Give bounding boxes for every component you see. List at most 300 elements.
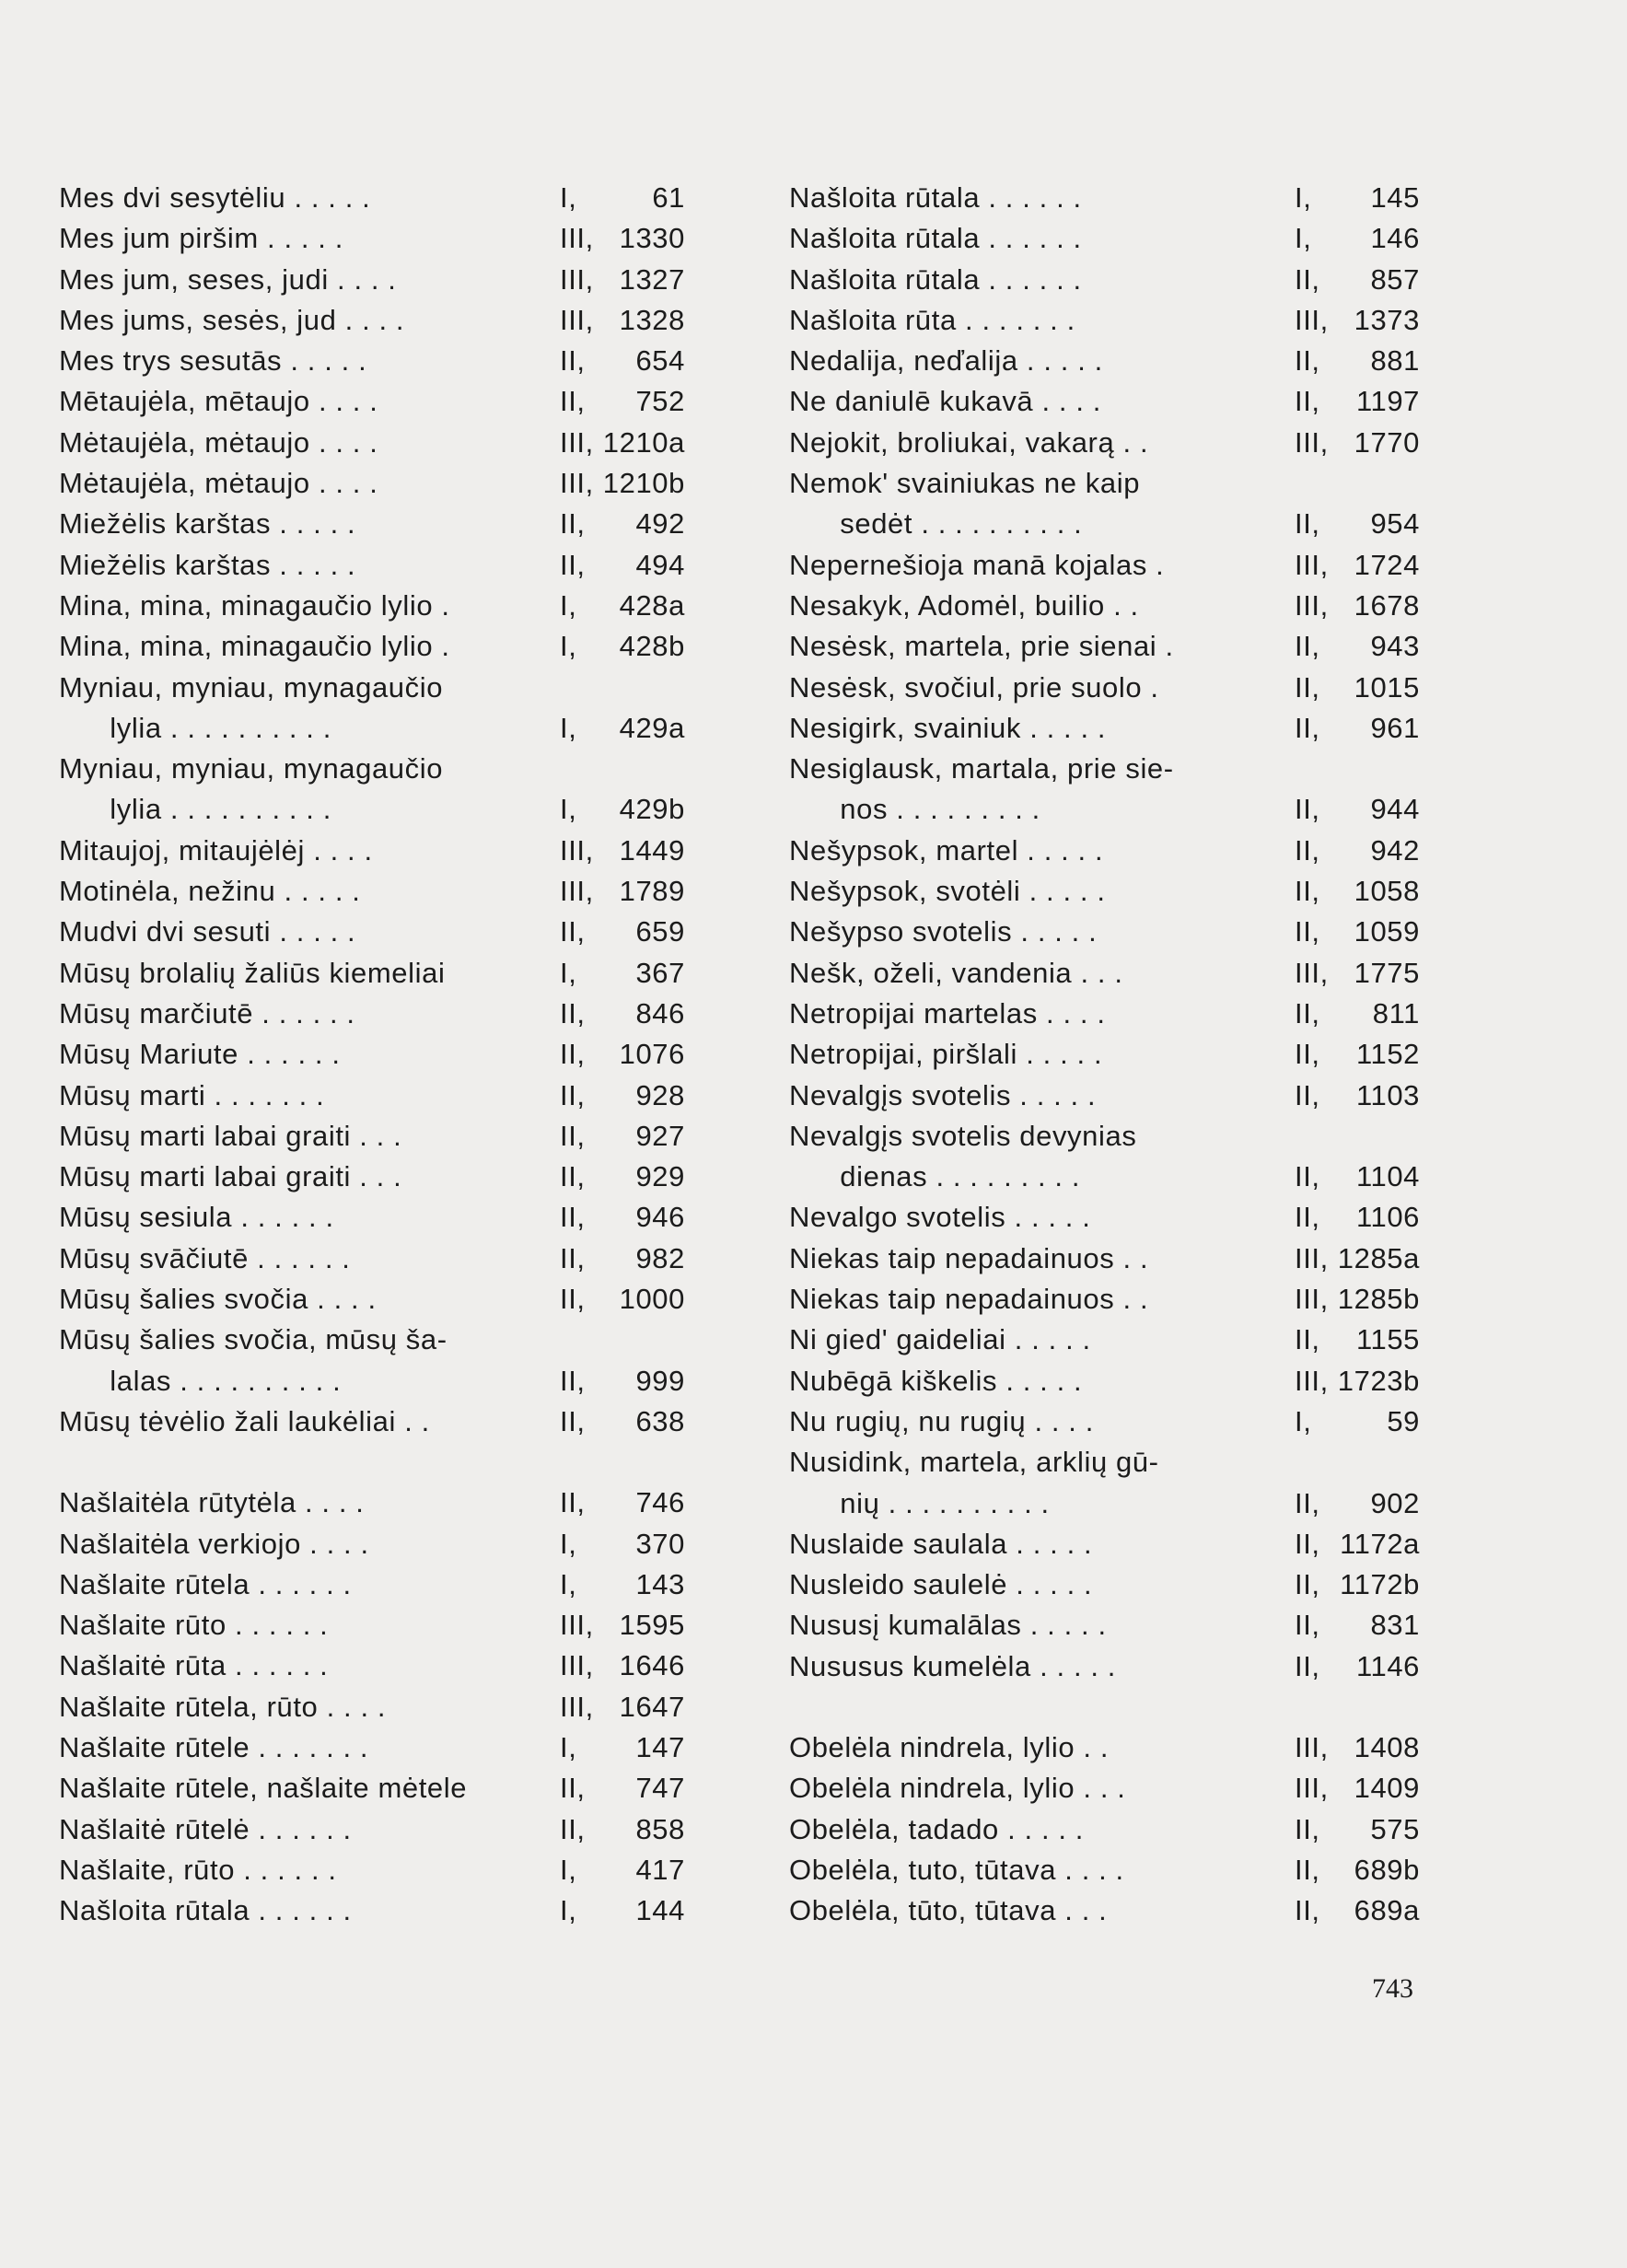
- entry-title: Mudvi dvi sesuti . . . . .: [59, 915, 356, 948]
- entry-number: 1647: [619, 1690, 685, 1723]
- entry-title: Mes jum, seses, judi . . . .: [59, 262, 397, 296]
- entry-title: Motinėla, nežinu . . . . .: [59, 875, 361, 908]
- entry-title: nių . . . . . . . . . .: [789, 1486, 1050, 1519]
- entry-number: 370: [635, 1527, 685, 1560]
- entry-volume: II,: [1295, 711, 1320, 744]
- entry-number: 831: [1370, 1609, 1420, 1642]
- entry-number: 1409: [1354, 1772, 1420, 1805]
- entry-number: 492: [635, 507, 685, 541]
- index-entry: [789, 957, 1420, 997]
- entry-number: 1106: [1355, 1201, 1420, 1234]
- entry-title: dienas . . . . . . . . .: [789, 1160, 1081, 1193]
- entry-volume: II,: [1295, 1812, 1320, 1845]
- entry-volume: II,: [560, 1119, 586, 1152]
- entry-number: 1210b: [602, 467, 685, 500]
- entry-number: 1723b: [1337, 1364, 1420, 1397]
- entry-number: 1000: [619, 1283, 685, 1316]
- index-entry: [59, 1486, 685, 1527]
- entry-title: Nešypsok, svotėli . . . . .: [789, 875, 1106, 908]
- entry-volume: II,: [1295, 915, 1320, 948]
- index-entry: [59, 1772, 685, 1812]
- entry-volume: II,: [1295, 996, 1320, 1029]
- entry-number: 929: [635, 1160, 685, 1193]
- entry-title: lalas . . . . . . . . . .: [59, 1364, 342, 1397]
- index-entry: [789, 915, 1420, 956]
- entry-title: Netropijai, piršlali . . . . .: [789, 1038, 1103, 1071]
- entry-title: lylia . . . . . . . . . .: [59, 793, 331, 826]
- index-entry: [59, 1894, 685, 1935]
- entry-number: 746: [635, 1486, 685, 1519]
- entry-title: Miežėlis karštas . . . . .: [59, 507, 356, 541]
- left-column: [59, 181, 685, 1935]
- entry-number: 428b: [619, 630, 685, 663]
- entry-title: Myniau, myniau, mynagaučio: [59, 670, 444, 704]
- entry-number: 638: [635, 1404, 685, 1437]
- entry-title: lylia . . . . . . . . . .: [59, 711, 331, 744]
- entry-number: 429a: [619, 711, 685, 744]
- entry-volume: II,: [560, 1772, 586, 1805]
- entry-number: 946: [635, 1201, 685, 1234]
- entry-volume: III,: [1295, 1241, 1329, 1274]
- entry-volume: II,: [560, 1812, 586, 1845]
- index-entry: [59, 222, 685, 262]
- index-entry: [789, 1650, 1420, 1691]
- entry-volume: III,: [1295, 1730, 1329, 1763]
- index-entry: [789, 1528, 1420, 1568]
- entry-volume: III,: [560, 425, 594, 459]
- entry-number: 1210a: [602, 425, 685, 459]
- index-entry: [789, 344, 1420, 385]
- entry-title: Našloita rūtala . . . . . .: [59, 1894, 352, 1927]
- entry-title: Našlaite, rūto . . . . . .: [59, 1853, 337, 1886]
- index-entry: [789, 630, 1420, 670]
- entry-title: Nemok' svainiukas ne kaip: [789, 467, 1141, 500]
- entry-number: 144: [635, 1894, 685, 1927]
- index-entry: [59, 1813, 685, 1854]
- index-entry: [59, 1365, 685, 1405]
- entry-title: Nevalgo svotelis . . . . .: [789, 1201, 1091, 1234]
- entry-volume: II,: [560, 344, 586, 378]
- entry-title: Nesiglausk, martala, prie sie-: [789, 752, 1174, 785]
- entry-title: Nešypso svotelis . . . . .: [789, 915, 1098, 948]
- entry-title: Niekas taip nepadainuos . .: [789, 1241, 1149, 1274]
- entry-number: 846: [635, 996, 685, 1029]
- entry-title: Mėtaujėla, mėtaujo . . . .: [59, 467, 378, 500]
- entry-number: 689b: [1354, 1853, 1420, 1886]
- index-entry: [789, 222, 1420, 262]
- entry-number: 417: [635, 1853, 685, 1886]
- entry-number: 1155: [1355, 1323, 1420, 1356]
- entry-volume: II,: [560, 507, 586, 541]
- entry-title: Mina, mina, minagaučio lylio .: [59, 588, 450, 622]
- entry-title: Nusleido saulelė . . . . .: [789, 1568, 1093, 1601]
- entry-volume: II,: [1295, 1486, 1320, 1519]
- entry-volume: II,: [1295, 1527, 1320, 1560]
- index-entry: [59, 589, 685, 630]
- entry-title: Mūsų svāčiutē . . . . . .: [59, 1241, 351, 1274]
- entry-number: 659: [635, 915, 685, 948]
- index-entry: [789, 589, 1420, 630]
- index-entry: [789, 1772, 1420, 1812]
- entry-title: Nepernešioja manā kojalas .: [789, 548, 1165, 581]
- entry-title: Nuslaide saulala . . . . .: [789, 1527, 1093, 1560]
- index-entry: [789, 1079, 1420, 1120]
- entry-title: Myniau, myniau, mynagaučio: [59, 752, 444, 785]
- index-entry: [59, 793, 685, 833]
- entry-title: Nesakyk, Adomėl, builio . .: [789, 588, 1139, 622]
- index-entry: [59, 957, 685, 997]
- entry-title: Mūsų marti labai graiti . . .: [59, 1119, 402, 1152]
- index-entry: [789, 181, 1420, 222]
- index-entry: [789, 671, 1420, 712]
- entry-volume: III,: [1295, 956, 1329, 989]
- entry-number: 1076: [619, 1038, 685, 1071]
- entry-number: 147: [635, 1730, 685, 1763]
- entry-volume: I,: [560, 711, 577, 744]
- index-entry: [59, 1649, 685, 1690]
- entry-volume: III,: [560, 833, 594, 866]
- entry-number: 146: [1370, 222, 1420, 255]
- entry-title: Ni gied' gaideliai . . . . .: [789, 1323, 1091, 1356]
- entry-number: 1646: [619, 1649, 685, 1682]
- entry-number: 1059: [1354, 915, 1420, 948]
- entry-number: 1285a: [1337, 1241, 1420, 1274]
- index-entry: [59, 834, 685, 875]
- index-entry: [789, 1120, 1420, 1160]
- entry-volume: I,: [560, 1730, 577, 1763]
- index-entry: [59, 549, 685, 589]
- entry-title: Mitaujoj, mitaujėlėj . . . .: [59, 833, 373, 866]
- entry-title: Našlaitė rūta . . . . . .: [59, 1649, 329, 1682]
- entry-title: sedėt . . . . . . . . . .: [789, 507, 1083, 541]
- entry-number: 1103: [1355, 1078, 1420, 1111]
- entry-number: 811: [1372, 996, 1420, 1029]
- index-entry: [59, 1405, 685, 1446]
- entry-title: Nevalgįs svotelis . . . . .: [789, 1078, 1097, 1111]
- entry-number: 858: [635, 1812, 685, 1845]
- index-entry: [59, 630, 685, 670]
- index-entry: [59, 1609, 685, 1649]
- entry-volume: III,: [1295, 303, 1329, 336]
- entry-number: 943: [1370, 630, 1420, 663]
- entry-title: Nubēgā kiškelis . . . . .: [789, 1364, 1083, 1397]
- entry-volume: II,: [560, 1160, 586, 1193]
- index-entry: [59, 263, 685, 304]
- entry-number: 1775: [1354, 956, 1420, 989]
- index-entry: [789, 1609, 1420, 1649]
- page-number: 743: [1372, 1973, 1413, 2004]
- entry-volume: II,: [560, 1241, 586, 1274]
- entry-volume: II,: [1295, 1160, 1320, 1193]
- entry-number: 1678: [1354, 588, 1420, 622]
- entry-volume: III,: [1295, 548, 1329, 581]
- entry-title: Obelėla, tadado . . . . .: [789, 1812, 1085, 1845]
- index-entry: [789, 1731, 1420, 1772]
- entry-volume: III,: [560, 467, 594, 500]
- entry-title: Obelėla, tūto, tūtava . . .: [789, 1894, 1108, 1927]
- index-entry: [789, 1854, 1420, 1894]
- entry-title: Nešypsok, martel . . . . .: [789, 833, 1104, 866]
- entry-number: 752: [635, 385, 685, 418]
- index-entry: [59, 385, 685, 425]
- entry-title: Mūsų šalies svočia, mūsų ša-: [59, 1323, 447, 1356]
- index-entry: [789, 875, 1420, 915]
- entry-title: Mes jum piršim . . . . .: [59, 222, 343, 255]
- entry-volume: II,: [560, 915, 586, 948]
- entry-volume: I,: [560, 630, 577, 663]
- entry-volume: I,: [560, 1894, 577, 1927]
- entry-title: Miežėlis karštas . . . . .: [59, 548, 356, 581]
- index-entry: [789, 385, 1420, 425]
- index-entry: [59, 1160, 685, 1201]
- entry-volume: II,: [1295, 262, 1320, 296]
- entry-volume: III,: [560, 1690, 594, 1723]
- entry-title: Nusidink, martela, arklių gū-: [789, 1446, 1159, 1479]
- entry-volume: I,: [560, 793, 577, 826]
- entry-number: 902: [1370, 1486, 1420, 1519]
- entry-title: Mėtaujėla, mėtaujo . . . .: [59, 425, 378, 459]
- entry-number: 944: [1370, 793, 1420, 826]
- entry-volume: II,: [1295, 344, 1320, 378]
- index-entry: [59, 712, 685, 752]
- entry-volume: II,: [560, 996, 586, 1029]
- entry-number: 1197: [1355, 385, 1420, 418]
- entry-title: Našlaite rūtele . . . . . . .: [59, 1730, 369, 1763]
- entry-volume: II,: [1295, 1323, 1320, 1356]
- entry-number: 575: [1370, 1812, 1420, 1845]
- entry-volume: II,: [1295, 1038, 1320, 1071]
- entry-title: Obelėla nindrela, lylio . . .: [789, 1772, 1126, 1805]
- entry-number: 1724: [1354, 548, 1420, 581]
- index-entry: [59, 1568, 685, 1609]
- entry-volume: I,: [560, 1567, 577, 1600]
- index-entry: [789, 1283, 1420, 1323]
- index-entry: [59, 467, 685, 507]
- entry-number: 1172b: [1340, 1568, 1420, 1601]
- entry-volume: III,: [1295, 1772, 1329, 1805]
- index-entry: [59, 1038, 685, 1078]
- entry-title: Našlaitėla verkiojo . . . .: [59, 1527, 369, 1560]
- entry-title: Našloita rūtala . . . . . .: [789, 181, 1082, 214]
- entry-title: Nesigirk, svainiuk . . . . .: [789, 711, 1107, 744]
- entry-volume: II,: [1295, 1609, 1320, 1642]
- index-entry: [59, 1731, 685, 1772]
- right-column: [789, 181, 1420, 1935]
- index-entry: [59, 1854, 685, 1894]
- entry-volume: III,: [560, 262, 594, 296]
- section-gap: [59, 1446, 685, 1486]
- entry-number: 1285b: [1337, 1283, 1420, 1316]
- entry-number: 942: [1370, 833, 1420, 866]
- entry-title: Nususį kumalālas . . . . .: [789, 1609, 1107, 1642]
- index-entry: [789, 1365, 1420, 1405]
- entry-volume: I,: [560, 588, 577, 622]
- entry-number: 1595: [619, 1609, 685, 1642]
- entry-volume: I,: [560, 1853, 577, 1886]
- entry-title: Našloita rūta . . . . . . .: [789, 303, 1075, 336]
- entry-title: Mūsų Mariute . . . . . .: [59, 1038, 341, 1071]
- index-entry: [789, 1894, 1420, 1935]
- entry-title: Mes jums, sesės, jud . . . .: [59, 303, 405, 336]
- entry-title: Mes dvi sesytėliu . . . . .: [59, 181, 371, 214]
- entry-number: 145: [1370, 181, 1420, 214]
- index-entry: [789, 997, 1420, 1038]
- index-entry: [59, 915, 685, 956]
- entry-volume: II,: [560, 1364, 586, 1397]
- entry-title: Nesėsk, svočiul, prie suolo .: [789, 670, 1159, 704]
- index-entry: [59, 1528, 685, 1568]
- entry-number: 982: [635, 1241, 685, 1274]
- entry-number: 857: [1370, 262, 1420, 296]
- index-entry: [789, 752, 1420, 793]
- index-entry: [789, 426, 1420, 467]
- entry-title: Mes trys sesutās . . . . .: [59, 344, 367, 378]
- index-entry: [789, 712, 1420, 752]
- entry-volume: III,: [1295, 1364, 1329, 1397]
- entry-number: 143: [635, 1567, 685, 1600]
- entry-title: Mūsų brolalių žaliūs kiemeliai: [59, 956, 446, 989]
- entry-number: 999: [635, 1364, 685, 1397]
- entry-title: Našloita rūtala . . . . . .: [789, 262, 1082, 296]
- entry-volume: II,: [560, 1486, 586, 1519]
- entry-volume: II,: [1295, 875, 1320, 908]
- entry-volume: II,: [560, 1404, 586, 1437]
- entry-number: 1152: [1355, 1038, 1420, 1071]
- entry-title: Mūsų marčiutē . . . . . .: [59, 996, 355, 1029]
- entry-volume: II,: [1295, 833, 1320, 866]
- entry-title: Obelėla nindrela, lylio . .: [789, 1730, 1110, 1763]
- index-entry: [59, 752, 685, 793]
- index-entry: [789, 507, 1420, 548]
- entry-volume: II,: [560, 1201, 586, 1234]
- entry-number: 1146: [1355, 1649, 1420, 1682]
- entry-volume: III,: [560, 222, 594, 255]
- index-entry: [789, 1038, 1420, 1078]
- entry-number: 1449: [619, 833, 685, 866]
- entry-title: Mūsų tėvėlio žali laukėliai . .: [59, 1404, 430, 1437]
- index-entry: [789, 263, 1420, 304]
- entry-volume: I,: [1295, 222, 1312, 255]
- index-entry: [59, 426, 685, 467]
- entry-number: 1328: [619, 303, 685, 336]
- entry-number: 1104: [1355, 1160, 1420, 1193]
- entry-number: 1789: [619, 875, 685, 908]
- entry-number: 59: [1387, 1404, 1420, 1437]
- entry-number: 654: [635, 344, 685, 378]
- entry-number: 1408: [1354, 1730, 1420, 1763]
- entry-number: 1015: [1354, 670, 1420, 704]
- index-entry: [789, 467, 1420, 507]
- entry-volume: II,: [560, 385, 586, 418]
- index-entry: [789, 1160, 1420, 1201]
- entry-number: 1330: [619, 222, 685, 255]
- index-entry: [59, 1283, 685, 1323]
- index-entry: [59, 1079, 685, 1120]
- entry-number: 689a: [1354, 1894, 1420, 1927]
- entry-number: 747: [635, 1772, 685, 1805]
- index-entry: [789, 1405, 1420, 1446]
- entry-volume: II,: [1295, 507, 1320, 541]
- entry-volume: III,: [1295, 425, 1329, 459]
- entry-volume: I,: [560, 181, 577, 214]
- entry-number: 927: [635, 1119, 685, 1152]
- entry-number: 881: [1370, 344, 1420, 378]
- entry-title: Nedalija, neďalija . . . . .: [789, 344, 1103, 378]
- entry-title: Obelėla, tuto, tūtava . . . .: [789, 1853, 1124, 1886]
- index-entry: [59, 875, 685, 915]
- index-entry: [789, 793, 1420, 833]
- index-entry: [59, 1201, 685, 1241]
- entry-volume: II,: [1295, 1568, 1320, 1601]
- entry-volume: III,: [560, 303, 594, 336]
- entry-volume: II,: [1295, 1894, 1320, 1927]
- index-entry: [789, 1446, 1420, 1486]
- index-entry: [789, 1813, 1420, 1854]
- index-entry: [789, 1242, 1420, 1283]
- index-entry: [59, 181, 685, 222]
- entry-number: 1327: [619, 262, 685, 296]
- index-entry: [789, 304, 1420, 344]
- entry-title: Mētaujėla, mētaujo . . . .: [59, 385, 378, 418]
- entry-title: Mina, mina, minagaučio lylio .: [59, 630, 450, 663]
- index-entry: [789, 1487, 1420, 1528]
- entry-number: 428a: [619, 588, 685, 622]
- entry-title: Niekas taip nepadainuos . .: [789, 1283, 1149, 1316]
- index-entry: [789, 1323, 1420, 1364]
- entry-volume: II,: [1295, 1649, 1320, 1682]
- index-entry: [789, 1568, 1420, 1609]
- index-entry: [789, 1201, 1420, 1241]
- entry-volume: I,: [1295, 1404, 1312, 1437]
- entry-title: Našlaitėla rūtytėla . . . .: [59, 1486, 365, 1519]
- entry-title: Našlaite rūtela, rūto . . . .: [59, 1690, 387, 1723]
- entry-volume: III,: [1295, 588, 1329, 622]
- entry-number: 954: [1370, 507, 1420, 541]
- entry-number: 1373: [1354, 303, 1420, 336]
- entry-volume: II,: [1295, 793, 1320, 826]
- entry-volume: II,: [560, 1038, 586, 1071]
- entry-title: Netropijai martelas . . . .: [789, 996, 1106, 1029]
- index-entry: [59, 304, 685, 344]
- entry-volume: II,: [1295, 1853, 1320, 1886]
- index-entry: [789, 549, 1420, 589]
- entry-volume: II,: [1295, 630, 1320, 663]
- entry-volume: I,: [560, 956, 577, 989]
- entry-title: Našlaitė rūtelė . . . . . .: [59, 1812, 352, 1845]
- entry-title: Našlaite rūto . . . . . .: [59, 1609, 329, 1642]
- entry-title: Našlaite rūtela . . . . . .: [59, 1567, 352, 1600]
- entry-volume: II,: [560, 548, 586, 581]
- entry-number: 1770: [1354, 425, 1420, 459]
- index-entry: [59, 671, 685, 712]
- entry-volume: III,: [560, 875, 594, 908]
- entry-title: Nu rugių, nu rugių . . . .: [789, 1404, 1094, 1437]
- entry-title: Mūsų marti . . . . . . .: [59, 1078, 325, 1111]
- index-entry: [59, 1120, 685, 1160]
- index-entry: [59, 997, 685, 1038]
- section-gap: [789, 1691, 1420, 1731]
- index-entry: [59, 1242, 685, 1283]
- index-entry: [59, 507, 685, 548]
- entry-number: 367: [635, 956, 685, 989]
- entry-title: Nususus kumelėla . . . . .: [789, 1649, 1117, 1682]
- entry-title: Našloita rūtala . . . . . .: [789, 222, 1082, 255]
- entry-volume: II,: [1295, 1078, 1320, 1111]
- index-entry: [59, 344, 685, 385]
- entry-title: nos . . . . . . . . .: [789, 793, 1040, 826]
- entry-number: 61: [652, 181, 685, 214]
- entry-title: Mūsų marti labai graiti . . .: [59, 1160, 402, 1193]
